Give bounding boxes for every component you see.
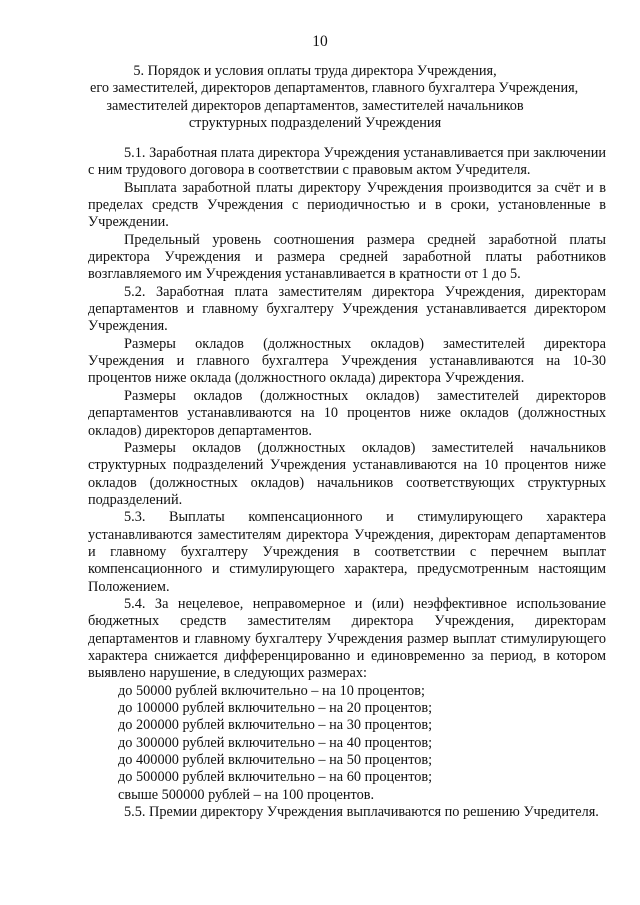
list-item: до 200000 рублей включительно – на 30 процентов;: [118, 717, 433, 734]
document-body: [88, 145, 606, 821]
list-item: до 300000 рублей включительно – на 40 процентов;: [118, 734, 433, 751]
paragraph-5-4: 5.4. За нецелевое, неправомерное и (или) неэффективное использование бюджетных средств заместителям директора Учреждения, директорам департаментов и главному бухгалтеру Учреждения размер выплат стимулирующего характера снижается дифференцированно и единовременно за период, в котором выявлено нарушение, в следующих размерах:: [88, 595, 606, 682]
list-item: до 100000 рублей включительно – на 20 процентов;: [118, 700, 433, 716]
page-number: 10: [312, 33, 328, 50]
paragraph-5-1: 5.1. Заработная плата директора Учреждения устанавливается при заключении с ним трудового договора в соответствии с правовым актом Учредителя.: [88, 145, 606, 179]
list-item: до 50000 рублей включительно – на 10 процентов;: [118, 682, 425, 699]
paragraph-5-2: 5.2. Заработная плата заместителям директора Учреждения, директорам департаментов и главному бухгалтеру Учреждения устанавливается директором Учреждения.: [88, 283, 606, 335]
paragraph-salary-payment: Выплата заработной платы директору Учреждения производится за счёт и в пределах средств Учреждения с периодичностью и в сроки, установленные в Учреждении.: [88, 179, 606, 231]
paragraph-deputy-salaries: Размеры окладов (должностных окладов) заместителей директора Учреждения и главного бухгалтера Учреждения устанавливаются на 10-30 процентов ниже оклада (должностного оклада) директора Учреждения.: [88, 335, 606, 387]
section-heading: [90, 63, 579, 132]
paragraph-department-deputies: Размеры окладов (должностных окладов) заместителей директоров департаментов устанавливаются на 10 процентов ниже окладов (должностных окладов) директоров департаментов.: [88, 387, 606, 439]
heading-line: его заместителей, директоров департаментов, главного бухгалтера Учреждения,: [90, 80, 579, 97]
heading-line: заместителей директоров департаментов, заместителей начальников: [106, 97, 524, 114]
paragraph-salary-ratio: Предельный уровень соотношения размера средней заработной платы директора Учреждения и размера средней заработной платы работников возглавляемого им Учреждения устанавливается в кратности от 1 до 5.: [88, 231, 606, 283]
heading-line: структурных подразделений Учреждения: [188, 114, 442, 131]
list-item: до 400000 рублей включительно – на 50 процентов;: [118, 752, 433, 769]
reduction-list: [88, 683, 606, 804]
heading-line: 5. Порядок и условия оплаты труда директора Учреждения,: [133, 63, 497, 79]
paragraph-5-5: 5.5. Премии директору Учреждения выплачиваются по решению Учредителя.: [124, 804, 599, 821]
list-item: свыше 500000 рублей – на 100 процентов.: [118, 786, 375, 803]
paragraph-subdivision-deputies: Размеры окладов (должностных окладов) заместителей начальников структурных подразделений Учреждения устанавливаются на 10 процентов ниже окладов (должностных окладов) начальников соответствующих структурных подразделений.: [88, 439, 606, 508]
list-item: до 500000 рублей включительно – на 60 процентов;: [118, 769, 433, 786]
paragraph-5-3: 5.3. Выплаты компенсационного и стимулирующего характера устанавливаются заместителям директора Учреждения, директорам департаментов и главному бухгалтеру Учреждения в соответствии с перечнем выплат компенсационного и стимулирующего характера, предусмотренным настоящим Положением.: [88, 509, 606, 595]
